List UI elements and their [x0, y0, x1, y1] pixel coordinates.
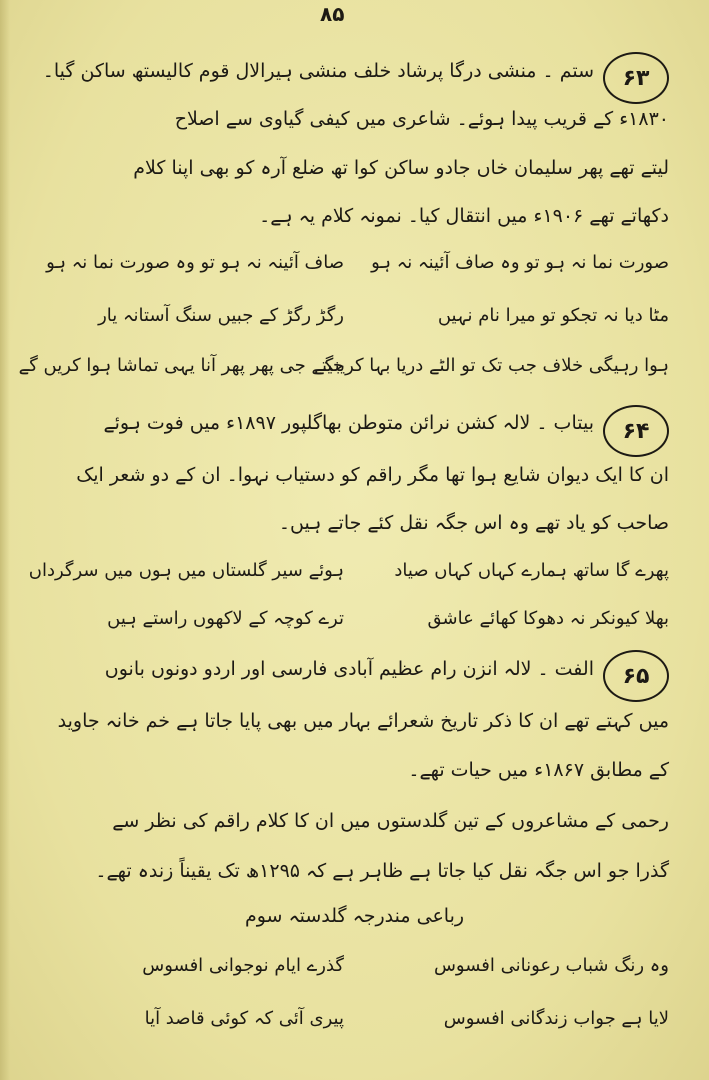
couplet-63-3-b: ہوا رہیگی خلاف جب تک تو الٹے دریا بہا کرینگے [314, 355, 669, 376]
couplet-64-1-a: ہوئے سیر گلستاں میں ہوں میں سرگرداں [28, 560, 344, 581]
couplet-63-2-a: رگڑ رگڑ کے جبیں سنگ آستانہ یار [98, 305, 344, 326]
entry-64-line-1: بیتاب ۔ لالہ کشن نرائن متوطن بھاگلپور ۱۸۹۷ء میں فوت ہوئے [103, 412, 594, 434]
couplet-65-1-b: وہ رنگ شباب رعونانی افسوس [433, 955, 669, 976]
entry-65-line-3: کے مطابق ۱۸۶۷ء میں حیات تھے۔ [408, 759, 669, 781]
couplet-64-2-a: ترے کوچہ کے لاکھوں راستے ہیں [107, 608, 344, 629]
entry-63-line-3: لیتے تھے پھر سلیمان خاں جادو ساکن کوا تھ ضلع آرہ کو بھی اپنا کلام [133, 157, 669, 179]
entry-63-line-4: دکھاتے تھے ۱۹۰۶ء میں انتقال کیا۔ نمونہ کلام یہ ہے۔ [259, 205, 669, 227]
page-number: ۸۵ [320, 2, 345, 26]
couplet-65-1-a: گذرے ایام نوجوانی افسوس [142, 955, 344, 976]
entry-number-63: ۶۳ [603, 52, 669, 104]
entry-number-65: ۶۵ [603, 650, 669, 702]
entry-65-line-5: گذرا جو اس جگہ نقل کیا جاتا ہے ظاہر ہے کہ ۱۲۹۵ھ تک یقیناً زندہ تھے۔ [95, 860, 669, 882]
couplet-65-2-b: لایا ہے جواب زندگانی افسوس [443, 1008, 669, 1029]
entry-number-64: ۶۴ [603, 405, 669, 457]
page-edge-shadow [0, 0, 10, 1080]
entry-63-line-1: ستم ۔ منشی درگا پرشاد خلف منشی ہیرالال قوم کالیستھ ساکن گیا۔ [42, 60, 594, 82]
couplet-65-2-a: پیری آئی کہ کوئی قاصد آیا [144, 1008, 344, 1029]
couplet-64-1-b: پھرے گا ساتھ ہمارے کہاں کہاں صیاد [394, 560, 669, 581]
couplet-63-1-a: صاف آئینہ نہ ہو تو وہ صورت نما نہ ہو [46, 252, 344, 273]
entry-63-line-2: ۱۸۳۰ء کے قریب پیدا ہوئے۔ شاعری میں کیفی گیاوی سے اصلاح [174, 108, 669, 130]
couplet-63-3-a: جیتے جی پھر پھر آنا یہی تماشا ہوا کریں گے [18, 355, 344, 376]
couplet-63-2-b: مٹا دیا نہ تجکو تو میرا نام نہیں [437, 305, 669, 326]
couplet-63-1-b: صورت نما نہ ہو تو وہ صاف آئینہ نہ ہو [371, 252, 669, 273]
entry-65-line-1: الفت ۔ لالہ انزن رام عظیم آبادی فارسی اور اردو دونوں بانوں [104, 658, 594, 680]
entry-64-line-2: ان کا ایک دیوان شایع ہوا تھا مگر راقم کو دستیاب نہوا۔ ان کے دو شعر ایک [76, 464, 669, 486]
entry-64-line-3: صاحب کو یاد تھے وہ اس جگہ نقل کئے جاتے ہیں۔ [278, 512, 669, 534]
couplet-64-2-b: بھلا کیونکر نہ دھوکا کھائے عاشق [427, 608, 669, 629]
subheading-rubai: رباعی مندرجہ گلدستہ سوم [244, 905, 465, 927]
entry-65-line-4: رحمی کے مشاعروں کے تین گلدستوں میں ان کا کلام راقم کی نظر سے [112, 810, 669, 832]
entry-65-line-2: میں کہتے تھے ان کا ذکر تاریخ شعرائے بہار میں بھی پایا جاتا ہے خم خانہ جاوید [57, 710, 669, 732]
